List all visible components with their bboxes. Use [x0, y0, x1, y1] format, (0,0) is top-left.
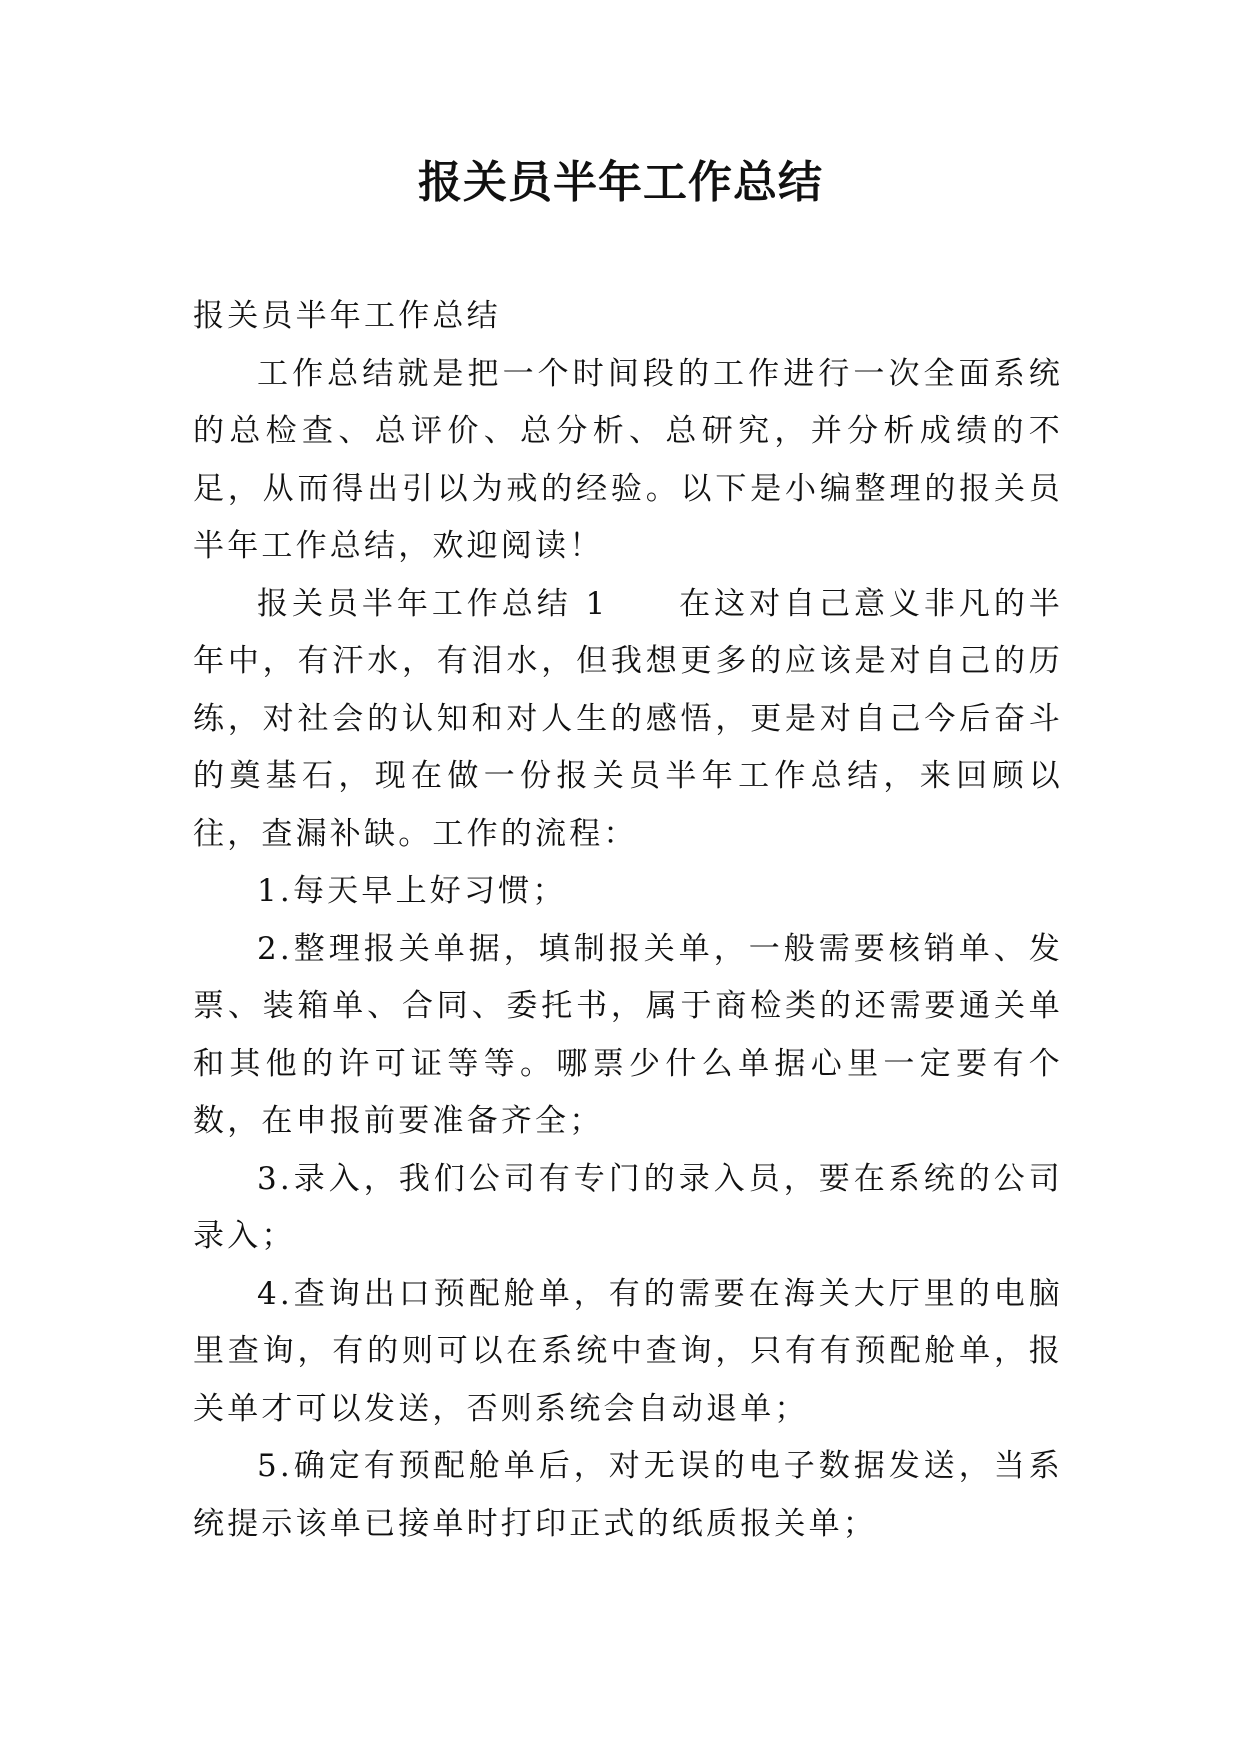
intro-paragraph: 工作总结就是把一个时间段的工作进行一次全面系统的总检查、总评价、总分析、总研究，并分析成绩的不足，从而得出引以为戒的经验。以下是小编整理的报关员半年工作总结，欢迎阅读！: [193, 355, 1063, 564]
summary-1-paragraph: 报关员半年工作总结 1 在这对自己意义非凡的半年中，有汗水，有泪水，但我想更多的应该是对自己的历练，对社会的认知和对人生的感悟，更是对自己今后奋斗的奠基石，现在做一份报关员半年工作总结，来回顾以往，查漏补缺。工作的流程：: [193, 585, 1063, 852]
step-5-paragraph: 5.确定有预配舱单后，对无误的电子数据发送，当系统提示该单已接单时打印正式的纸质报关单；: [193, 1448, 1063, 1542]
step-4-paragraph: 4.查询出口预配舱单，有的需要在海关大厅里的电脑里查询，有的则可以在系统中查询，只有有预配舱单，报关单才可以发送，否则系统会自动退单；: [193, 1275, 1063, 1427]
subtitle-paragraph: 报关员半年工作总结: [193, 298, 501, 334]
document-body: [193, 288, 1063, 1553]
step-3-paragraph: 3.录入，我们公司有专门的录入员，要在系统的公司录入；: [193, 1160, 1063, 1254]
step-1-paragraph: 1.每天早上好习惯；: [257, 873, 567, 909]
step-2-paragraph: 2.整理报关单据，填制报关单，一般需要核销单、发票、装箱单、合同、委托书，属于商检类的还需要通关单和其他的许可证等等。哪票少什么单据心里一定要有个数，在申报前要准备齐全；: [193, 930, 1063, 1139]
document-title: 报关员半年工作总结: [418, 157, 823, 208]
